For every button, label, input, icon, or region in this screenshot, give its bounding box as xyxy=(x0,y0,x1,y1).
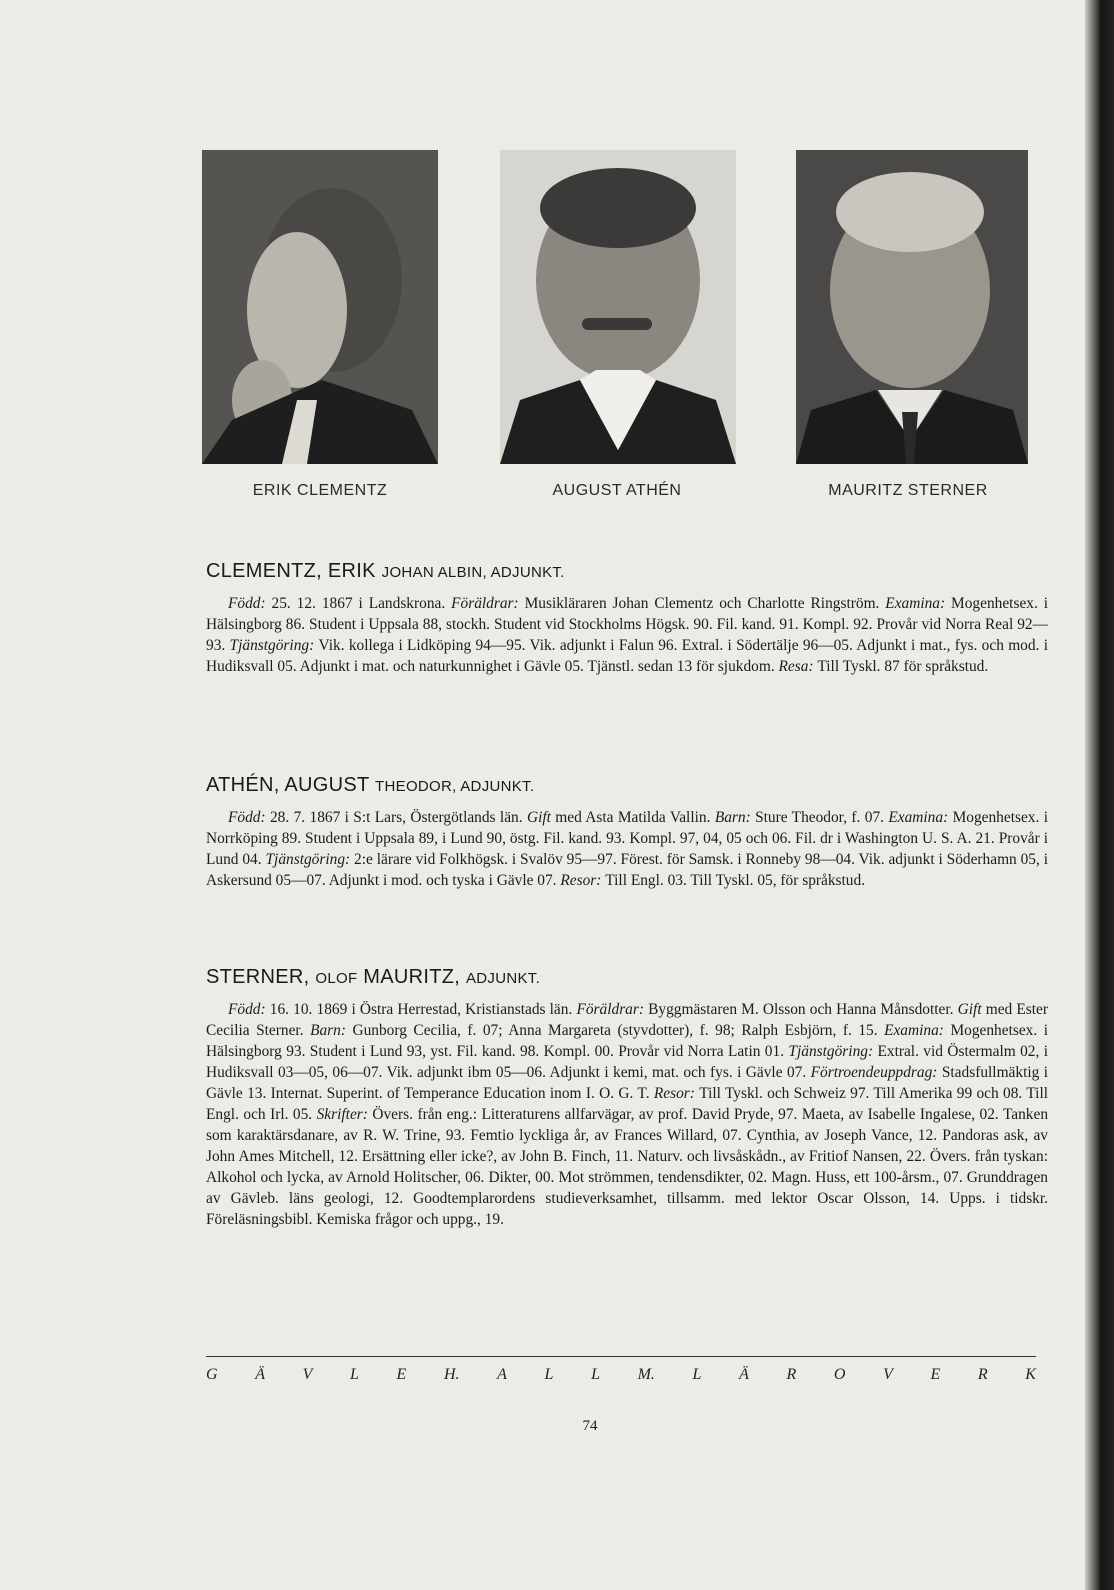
entry-surname: STERNER, xyxy=(206,966,310,988)
book-spine-edge xyxy=(1085,0,1114,1590)
field-text: med Ester Cecilia Sterner. xyxy=(206,1001,1049,1039)
footer-letter: E xyxy=(930,1366,941,1383)
footer-letter: L xyxy=(692,1366,702,1383)
field-text: 2:e lärare vid Folkhögsk. i Svalöv 95—97. Förest. för Samsk. i Ronneby 98—04. Vik. adjunkt i Söderhamn 05, i Askersund 05—07. Adjunkt i mod. och tyska i Gävle 07. xyxy=(206,851,1048,889)
field-text: Till Tyskl. och Schweiz 97. Till Amerika 99 och 08. Till Engl. och Irl. 05. xyxy=(206,1085,1048,1123)
field-label: Resor: xyxy=(560,872,606,889)
entry-given-name: OLOF xyxy=(315,970,358,987)
footer-letter: M. xyxy=(637,1366,655,1383)
entry-body xyxy=(206,999,1048,1230)
field-text: Extral. vid Östermalm 02, i Hudiksvall 03—05, 06—07. Vik. adjunkt ibm 05—06. Adjunkt i kemi, mat. och fys. i Gävle 07. xyxy=(206,1043,1048,1081)
field-label: Tjänstgöring: xyxy=(788,1043,878,1060)
field-label: Gift xyxy=(526,809,556,826)
field-label: Examina: xyxy=(888,809,953,826)
footer-letter: E xyxy=(396,1366,407,1383)
footer-letter: G xyxy=(206,1366,218,1383)
footer-letter: R xyxy=(786,1366,797,1383)
portrait-caption: MAURITZ STERNER xyxy=(828,482,988,499)
field-text: Stadsfullmäktig i Gävle 13. Internat. Superint. of Temperance Education inom I. O. G. T. xyxy=(206,1064,1049,1102)
field-text: Till Tyskl. 87 för språkstud. xyxy=(817,658,989,675)
field-text: Gunborg Cecilia, f. 07; Anna Margareta (styvdotter), f. 98; Ralph Esbjörn, f. 15. xyxy=(352,1022,885,1039)
field-text: Vik. kollega i Lidköping 94—95. Vik. adjunkt i Falun 96. Extral. i Södertälje 96—05. Adjunkt i mat., fys. och mod. i Hudiksvall 05. Adjunkt i mat. och naturkunnighet i Gävle 05. Tjänstl. sedan 13 för sjukdom. xyxy=(206,637,1048,675)
footer-letter: A xyxy=(497,1366,507,1383)
field-text: Sture Theodor, f. 07. xyxy=(755,809,889,826)
footer-letter: Ä xyxy=(255,1366,265,1383)
field-text: Övers. från eng.: Litteraturens allfarvägar, av prof. David Pryde, 97. Maeta, av Isabelle Ingalese, 02. Tanken som karaktärsdanare, av R. W. Trine, 93. Femtio lyckliga år, av Frances Willard, 07. Cynthia, av Joseph Vance, 12. Pandoras ask, av John Ames Mitchell, 12. Ersättning eller icke?, av John B. Finch, 11. Naturv. och livsåskådn., av Fritiof Nansen, 22. Övers. från tyskan: Alkohol och lycka, av Arnold Holitscher, 06. Dikter, 00. Mot strömmen, tendensdikter, 02. Magn. Huss, ett 100-årsm., 07. Grunddragen av Gävleb. läns geologi, 12. Goodtemplarordens studieverksamhet, tillsamm. med lektor Oscar Olsson, 14. Upps. i tidskr. Föreläsningsbibl. Kemiska frågor och uppg., 19. xyxy=(206,1106,1049,1228)
footer-letter: H. xyxy=(443,1366,460,1383)
field-label: Gift xyxy=(957,1001,986,1018)
field-text: Mogenhetsex. i Hälsingborg 86. Student i Uppsala 88, stockh. Student vid Stockholms Högsk. 90. Fil. kand. 91. Kompl. 92. Provår vid Norra Real 92—93. xyxy=(206,595,1048,654)
field-text: 28. 7. 1867 i S:t Lars, Östergötlands län. xyxy=(269,809,527,826)
footer-letter: R xyxy=(977,1366,988,1383)
field-label: Tjänstgöring: xyxy=(265,851,355,868)
entry-title: ADJUNKT. xyxy=(466,970,541,987)
footer-letter: Ä xyxy=(739,1366,749,1383)
field-label: Tjänstgöring: xyxy=(229,637,319,654)
field-text: Musikläraren Johan Clementz och Charlotte Ringström. xyxy=(524,595,886,612)
portrait-photo xyxy=(500,150,736,464)
footer-letter: L xyxy=(544,1366,554,1383)
entry-title: THEODOR, ADJUNKT. xyxy=(375,778,535,795)
portrait-caption: AUGUST ATHÉN xyxy=(552,482,682,499)
biography-entry xyxy=(206,774,1048,891)
biography-entry xyxy=(206,966,1048,1230)
footer-rule xyxy=(206,1356,1036,1357)
field-text: Mogenhetsex. i Hälsingborg 93. Student i Lund 93, yst. Fil. kand. 98. Kompl. 00. Provår vid Norra Latin 01. xyxy=(206,1022,1048,1060)
field-text: Mogenhetsex. i Norrköping 89. Student i Uppsala 89, i Lund 90, östg. Fil. kand. 93. Kompl. 97, 04, 05 och 06. Fil. dr i Washington U. S. A. 21. Provår i Lund 04. xyxy=(206,809,1048,868)
field-label: Resa: xyxy=(778,658,818,675)
footer-letter: L xyxy=(591,1366,600,1383)
portrait-caption: ERIK CLEMENTZ xyxy=(252,482,388,499)
field-label: Barn: xyxy=(310,1022,353,1039)
field-text: 16. 10. 1869 i Östra Herrestad, Kristianstads län. xyxy=(269,1001,577,1018)
entry-surname: CLEMENTZ, ERIK xyxy=(206,560,376,582)
portrait-photo xyxy=(796,150,1028,464)
portrait-august-athen xyxy=(500,150,736,464)
entry-surname-2: MAURITZ, xyxy=(363,966,461,988)
portrait-mauritz-sterner xyxy=(796,150,1028,464)
field-text: Till Engl. 03. Till Tyskl. 05, för språkstud. xyxy=(605,872,866,889)
entry-heading xyxy=(206,774,1048,797)
field-text: Byggmästaren M. Olsson och Hanna Månsdotter. xyxy=(648,1001,958,1018)
entry-surname: ATHÉN, AUGUST xyxy=(206,774,370,796)
portrait-photo xyxy=(202,150,438,464)
entry-heading xyxy=(206,966,1048,989)
field-label: Förtroendeuppdrag: xyxy=(810,1064,942,1081)
field-label: Född: xyxy=(228,1001,270,1018)
entry-title: JOHAN ALBIN, ADJUNKT. xyxy=(381,564,565,581)
footer-letter: V xyxy=(883,1366,893,1383)
portrait-erik-clementz xyxy=(202,150,438,464)
field-label: Examina: xyxy=(884,1022,951,1039)
footer-letter: L xyxy=(350,1366,359,1383)
field-label: Föräldrar: xyxy=(451,595,525,612)
entry-body xyxy=(206,807,1048,891)
entry-heading xyxy=(206,560,1048,583)
entry-body xyxy=(206,593,1048,677)
page-number: 74 xyxy=(582,1418,598,1434)
field-label: Föräldrar: xyxy=(576,1001,649,1018)
footer-letter: V xyxy=(302,1366,313,1383)
field-label: Född: xyxy=(228,595,272,612)
field-label: Resor: xyxy=(653,1085,700,1102)
footer-letter: O xyxy=(833,1366,846,1383)
field-label: Barn: xyxy=(714,809,756,826)
footer-running-title xyxy=(206,1366,1036,1384)
field-label: Född: xyxy=(228,809,270,826)
footer-letter: K xyxy=(1025,1366,1036,1383)
field-label: Examina: xyxy=(885,595,952,612)
field-label: Skrifter: xyxy=(316,1106,373,1123)
field-text: 25. 12. 1867 i Landskrona. xyxy=(271,595,452,612)
biography-entry xyxy=(206,560,1048,677)
field-text: med Asta Matilda Vallin. xyxy=(555,809,715,826)
